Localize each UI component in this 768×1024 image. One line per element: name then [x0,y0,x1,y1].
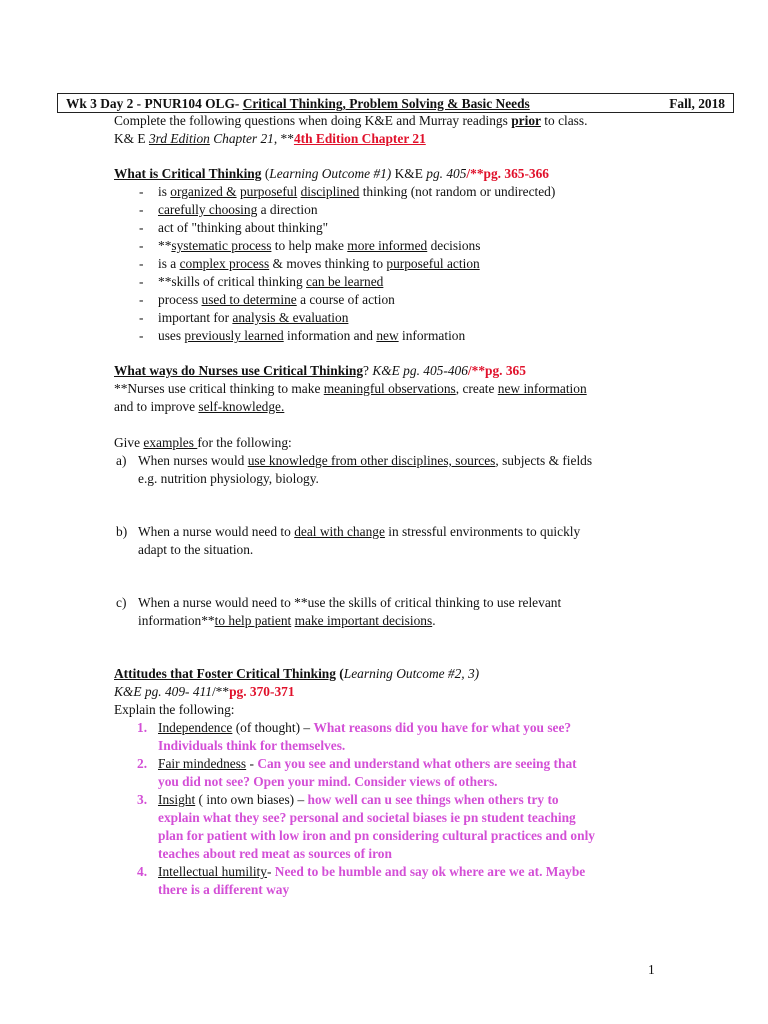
bullet-dash: - [139,220,144,235]
item-c-text: When a nurse would need to **use the skills of critical thinking to use relevant [138,595,562,610]
list-item: process used to determine a course of action [158,292,395,307]
header-box [57,93,734,113]
section-attitudes-ref: K&E pg. 409- 411/**pg. 370-371 [114,684,295,699]
explain-line: Explain the following: [114,702,235,717]
intro-line-1: Complete the following questions when doing K&E and Murray readings prior to class. [114,113,588,128]
give-examples-line: Give examples for the following: [114,435,292,450]
list-item-cont: teaches about red meat as sources of iron [158,846,392,861]
list-number: 3. [137,792,148,807]
bullet-dash: - [139,256,144,271]
list-item: important for analysis & evaluation [158,310,349,325]
item-c-label: c) [116,595,127,610]
list-item-cont: you did not see? Open your mind. Consider views of others. [158,774,498,789]
list-item: Fair mindedness - Can you see and understand what others are seeing that [158,756,577,771]
bullet-dash: - [139,328,144,343]
list-number: 4. [137,864,148,879]
bullet-dash: - [139,274,144,289]
nurses-paragraph-line-2: and to improve self-knowledge. [114,399,285,414]
item-a-label: a) [116,453,127,468]
list-number: 1. [137,720,148,735]
bullet-dash: - [139,292,144,307]
bullet-dash: - [139,184,144,199]
bullet-dash: - [139,202,144,217]
list-item: is organized & purposeful disciplined thinking (not random or undirected) [158,184,556,199]
list-item-cont: plan for patient with low iron and pn considering cultural practices and only [158,828,595,843]
section-nurses-heading: What ways do Nurses use Critical Thinking? K&E pg. 405-406/**pg. 365 [114,363,526,378]
list-item-cont: explain what they see? personal and societal biases ie pn student teaching [158,810,576,825]
list-item: carefully choosing a direction [158,202,318,217]
list-item: act of "thinking about thinking" [158,220,329,235]
section-critical-thinking-heading: What is Critical Thinking (Learning Outcome #1) K&E pg. 405/**pg. 365-366 [114,166,550,181]
list-item: Intellectual humility- Need to be humble and say ok where are we at. Maybe [158,864,586,879]
item-a-text-line-2: e.g. nutrition physiology, biology. [138,471,319,486]
item-b-text-line-2: adapt to the situation. [138,542,254,557]
intro-line-2: K& E 3rd Edition Chapter 21, **4th Edition Chapter 21 [114,131,426,146]
item-a-text: When nurses would use knowledge from other disciplines, sources, subjects & fields [138,453,593,468]
item-b-text: When a nurse would need to deal with change in stressful environments to quickly [138,524,581,539]
list-item: **systematic process to help make more informed decisions [158,238,481,253]
list-item: Independence (of thought) – What reasons did you have for what you see? [158,720,572,735]
nurses-paragraph-line-1: **Nurses use critical thinking to make meaningful observations, create new information [114,381,587,396]
bullet-dash: - [139,238,144,253]
list-item-cont: there is a different way [158,882,290,897]
list-item: **skills of critical thinking can be learned [158,274,384,289]
item-b-label: b) [116,524,128,539]
bullet-dash: - [139,310,144,325]
header-title: Wk 3 Day 2 - PNUR104 OLG- Critical Thinking, Problem Solving & Basic Needs [66,96,530,111]
list-number: 2. [137,756,148,771]
list-item-cont: Individuals think for themselves. [158,738,346,753]
list-item: uses previously learned information and new information [158,328,466,343]
list-item: is a complex process & moves thinking to purposeful action [158,256,480,271]
page-number: 1 [648,962,655,977]
item-c-text-line-2: information**to help patient make important decisions. [138,613,436,628]
list-item: Insight ( into own biases) – how well can u see things when others try to [158,792,559,807]
header-term: Fall, 2018 [669,96,725,111]
section-attitudes-heading: Attitudes that Foster Critical Thinking (Learning Outcome #2, 3) [114,666,480,681]
